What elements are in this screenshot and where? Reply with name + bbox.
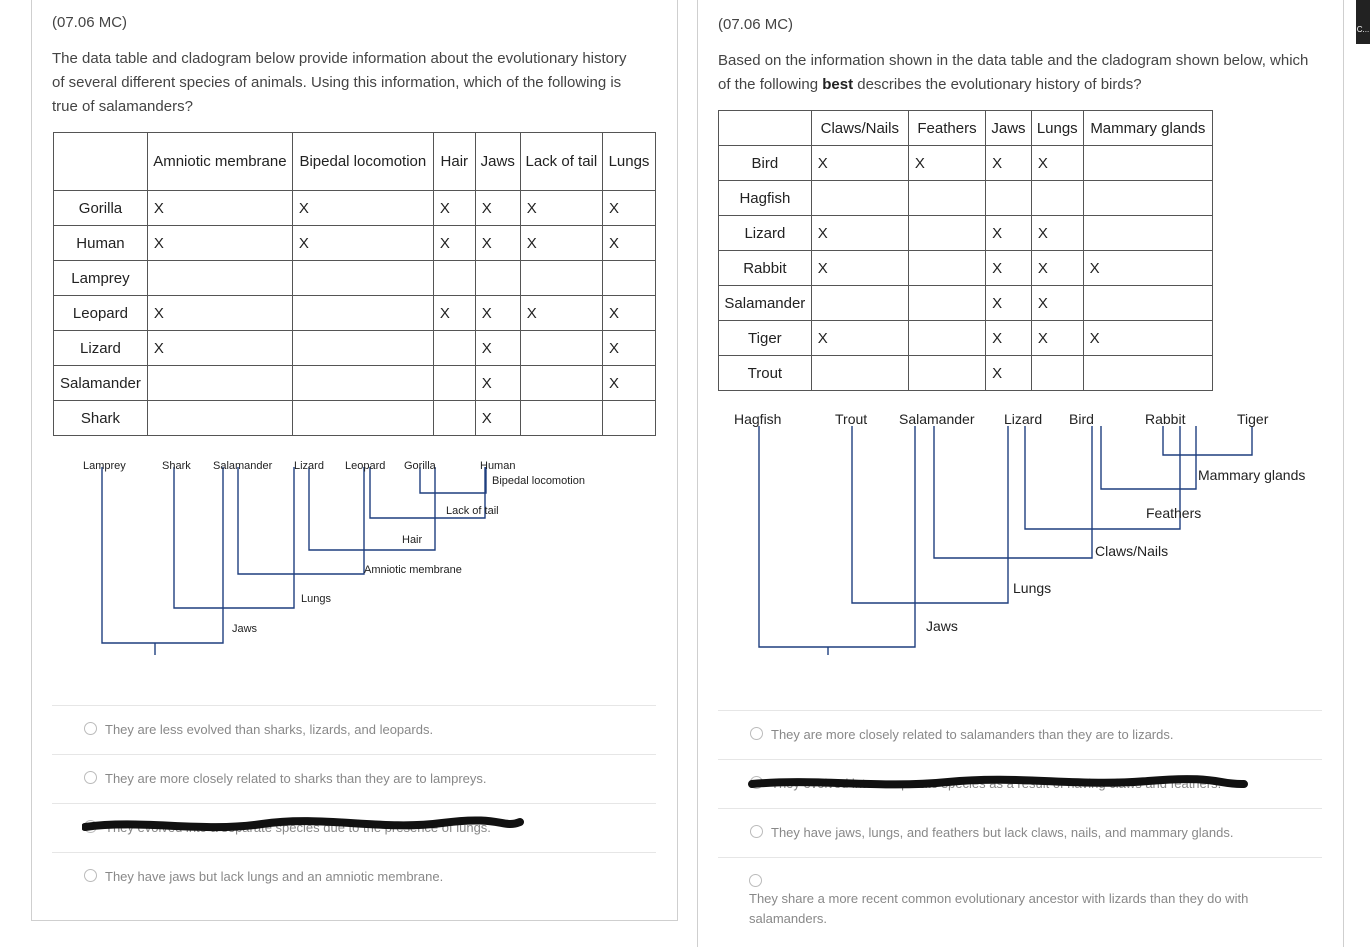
table-row	[719, 181, 1213, 216]
radio-button-icon[interactable]	[749, 874, 762, 887]
table-header-cell	[719, 111, 812, 146]
table-cell	[603, 261, 656, 296]
separator	[52, 852, 656, 853]
table-row	[719, 356, 1213, 391]
separator	[718, 710, 1322, 711]
table-row-label: Lamprey	[54, 261, 148, 296]
table-header-cell: Amniotic membrane	[147, 133, 292, 191]
table-header-cell: Bipedal locomotion	[292, 133, 433, 191]
table-cell	[1083, 356, 1212, 391]
cladogram-trait-label: Lack of tail	[446, 505, 499, 517]
table-cell: X	[475, 401, 520, 436]
table-cell	[433, 401, 475, 436]
separator	[52, 754, 656, 755]
table-cell: X	[603, 296, 656, 331]
table-cell	[1083, 286, 1212, 321]
table-row	[719, 251, 1213, 286]
table-header-cell: Feathers	[908, 111, 985, 146]
table-cell	[147, 366, 292, 401]
radio-button-icon[interactable]	[750, 825, 763, 838]
table-row-label: Tiger	[719, 321, 812, 356]
table-cell: X	[1031, 286, 1083, 321]
table-cell	[292, 296, 433, 331]
cladogram-taxon-label: Salamander	[899, 411, 975, 427]
table-row-label: Shark	[54, 401, 148, 436]
cladogram-taxon-label: Lizard	[294, 460, 324, 472]
table-header-cell: Mammary glands	[1083, 111, 1212, 146]
table-row	[54, 331, 656, 366]
left-option-a[interactable]: They are less evolved than sharks, lizards, and leopards.	[84, 722, 433, 737]
table-cell: X	[908, 146, 985, 181]
table-cell	[1083, 146, 1212, 181]
table-header-cell: Lungs	[603, 133, 656, 191]
table-cell: X	[1031, 321, 1083, 356]
table-cell: X	[147, 296, 292, 331]
table-cell	[292, 366, 433, 401]
cladogram-taxon-label: Hagfish	[734, 411, 782, 427]
left-question-card	[31, 0, 678, 921]
table-cell: X	[986, 251, 1032, 286]
separator	[718, 759, 1322, 760]
table-cell: X	[603, 226, 656, 261]
table-cell	[908, 251, 985, 286]
table-cell: X	[292, 191, 433, 226]
table-cell: X	[811, 146, 908, 181]
table-cell	[908, 356, 985, 391]
table-cell: X	[1031, 146, 1083, 181]
table-cell	[1031, 356, 1083, 391]
radio-button-icon[interactable]	[84, 722, 97, 735]
table-row	[54, 226, 656, 261]
table-row-label: Salamander	[54, 366, 148, 401]
table-cell: X	[475, 331, 520, 366]
table-cell: X	[986, 146, 1032, 181]
table-cell: X	[475, 226, 520, 261]
right-question-card	[697, 0, 1344, 947]
table-row-label: Bird	[719, 146, 812, 181]
table-row	[719, 286, 1213, 321]
table-cell	[1031, 181, 1083, 216]
left-question-text: The data table and cladogram below provide information about the evolutionary history of several different species of animals. Using this information, which of the following is true of salamanders?	[52, 50, 627, 115]
table-header-cell	[54, 133, 148, 191]
table-row-label: Trout	[719, 356, 812, 391]
cladogram-trait-label: Amniotic membrane	[364, 564, 462, 576]
cladogram-trait-label: Bipedal locomotion	[492, 475, 585, 487]
table-header-cell: Hair	[433, 133, 475, 191]
right-option-d[interactable]: They share a more recent common evolutionary ancestor with lizards than they do with salamanders.	[749, 874, 1309, 929]
left-question-number: (07.06 MC)	[52, 14, 128, 31]
table-cell: X	[147, 331, 292, 366]
cladogram-taxon-label: Lamprey	[83, 460, 126, 472]
table-row	[54, 261, 656, 296]
table-cell	[1083, 216, 1212, 251]
cladogram-taxon-label: Gorilla	[404, 460, 436, 472]
radio-button-icon[interactable]	[750, 727, 763, 740]
table-cell: X	[433, 191, 475, 226]
cladogram-trait-label: Hair	[402, 534, 423, 546]
separator	[52, 803, 656, 804]
table-cell	[292, 331, 433, 366]
right-question-text: Based on the information shown in the data table and the cladogram shown below, which of the following best describes the evolutionary history of birds?	[718, 52, 1309, 93]
table-cell	[147, 261, 292, 296]
radio-button-icon[interactable]	[84, 771, 97, 784]
table-cell: X	[811, 216, 908, 251]
table-cell: X	[986, 356, 1032, 391]
table-row	[719, 321, 1213, 356]
table-cell	[811, 286, 908, 321]
table-cell: X	[603, 191, 656, 226]
table-row-label: Lizard	[54, 331, 148, 366]
radio-button-icon[interactable]	[84, 869, 97, 882]
right-data-table	[718, 110, 1213, 391]
left-data-table	[53, 132, 656, 436]
right-cladogram	[718, 400, 1328, 670]
table-row	[719, 146, 1213, 181]
table-cell: X	[811, 251, 908, 286]
table-cell: X	[292, 226, 433, 261]
table-header-cell: Lungs	[1031, 111, 1083, 146]
table-row	[54, 401, 656, 436]
cladogram-taxon-label: Bird	[1069, 411, 1094, 427]
cladogram-trait-label: Lungs	[1013, 580, 1052, 596]
table-cell	[520, 331, 602, 366]
table-cell	[908, 181, 985, 216]
table-cell: X	[1083, 321, 1212, 356]
table-cell: X	[147, 191, 292, 226]
cladogram-trait-label: Lungs	[301, 593, 331, 605]
corner-tab[interactable]: C...	[1356, 0, 1370, 44]
table-cell: X	[1031, 216, 1083, 251]
cladogram-taxon-label: Lizard	[1004, 411, 1043, 427]
table-cell: X	[811, 321, 908, 356]
table-cell: X	[986, 216, 1032, 251]
cladogram-taxon-label: Trout	[835, 411, 868, 427]
right-option-b[interactable]: They evolved into a separate species as a result of having claws and feathers.	[750, 776, 1221, 791]
table-cell: X	[520, 191, 602, 226]
table-cell: X	[986, 321, 1032, 356]
table-cell	[986, 181, 1032, 216]
cladogram-taxon-label: Human	[480, 460, 516, 472]
table-row-label: Human	[54, 226, 148, 261]
table-cell	[292, 401, 433, 436]
table-cell	[908, 321, 985, 356]
table-cell: X	[433, 226, 475, 261]
table-cell	[811, 356, 908, 391]
table-cell	[433, 261, 475, 296]
table-cell	[811, 181, 908, 216]
table-cell: X	[433, 296, 475, 331]
separator	[718, 857, 1322, 858]
cladogram-trait-label: Mammary glands	[1198, 467, 1306, 483]
table-row-label: Salamander	[719, 286, 812, 321]
table-row	[54, 366, 656, 401]
table-cell	[603, 401, 656, 436]
table-cell	[433, 331, 475, 366]
table-row	[54, 296, 656, 331]
cladogram-taxon-label: Shark	[162, 460, 191, 472]
table-row-label: Hagfish	[719, 181, 812, 216]
table-cell: X	[147, 226, 292, 261]
table-cell	[147, 401, 292, 436]
separator	[52, 705, 656, 706]
table-cell	[520, 261, 602, 296]
scribble-redaction	[748, 772, 1248, 798]
cladogram-trait-label: Claws/Nails	[1095, 543, 1169, 559]
table-cell	[1083, 181, 1212, 216]
table-cell	[475, 261, 520, 296]
table-header-cell: Claws/Nails	[811, 111, 908, 146]
table-cell	[292, 261, 433, 296]
table-header-cell: Jaws	[475, 133, 520, 191]
right-option-c[interactable]: They have jaws, lungs, and feathers but lack claws, nails, and mammary glands.	[750, 825, 1233, 840]
table-cell: X	[520, 226, 602, 261]
cladogram-taxon-label: Tiger	[1237, 411, 1269, 427]
cladogram-taxon-label: Rabbit	[1145, 411, 1186, 427]
left-option-b[interactable]: They are more closely related to sharks than they are to lampreys.	[84, 771, 487, 786]
table-cell	[520, 401, 602, 436]
table-header-cell: Jaws	[986, 111, 1032, 146]
table-row-label: Lizard	[719, 216, 812, 251]
table-cell: X	[603, 366, 656, 401]
table-cell: X	[520, 296, 602, 331]
table-cell: X	[475, 191, 520, 226]
table-cell: X	[1031, 251, 1083, 286]
left-option-c[interactable]: They evolved into a separate species due to the presence of lungs.	[84, 820, 491, 835]
table-cell: X	[603, 331, 656, 366]
table-header-cell: Lack of tail	[520, 133, 602, 191]
table-cell	[433, 366, 475, 401]
separator	[718, 808, 1322, 809]
right-option-a[interactable]: They are more closely related to salamanders than they are to lizards.	[750, 727, 1173, 742]
cladogram-trait-label: Feathers	[1146, 505, 1202, 521]
table-cell: X	[475, 366, 520, 401]
right-question-number: (07.06 MC)	[718, 16, 794, 33]
table-row-label: Gorilla	[54, 191, 148, 226]
table-cell	[908, 216, 985, 251]
table-row	[54, 191, 656, 226]
cladogram-taxon-label: Leopard	[345, 460, 386, 472]
table-row-label: Rabbit	[719, 251, 812, 286]
scribble-redaction	[82, 815, 527, 841]
table-cell: X	[986, 286, 1032, 321]
cladogram-trait-label: Jaws	[232, 623, 258, 635]
table-cell: X	[1083, 251, 1212, 286]
table-cell	[908, 286, 985, 321]
table-cell: X	[475, 296, 520, 331]
cladogram-taxon-label: Salamander	[213, 460, 273, 472]
table-row-label: Leopard	[54, 296, 148, 331]
table-cell	[520, 366, 602, 401]
cladogram-trait-label: Jaws	[926, 618, 958, 634]
left-option-d[interactable]: They have jaws but lack lungs and an amniotic membrane.	[84, 869, 443, 884]
table-row	[719, 216, 1213, 251]
left-cladogram	[52, 455, 652, 665]
